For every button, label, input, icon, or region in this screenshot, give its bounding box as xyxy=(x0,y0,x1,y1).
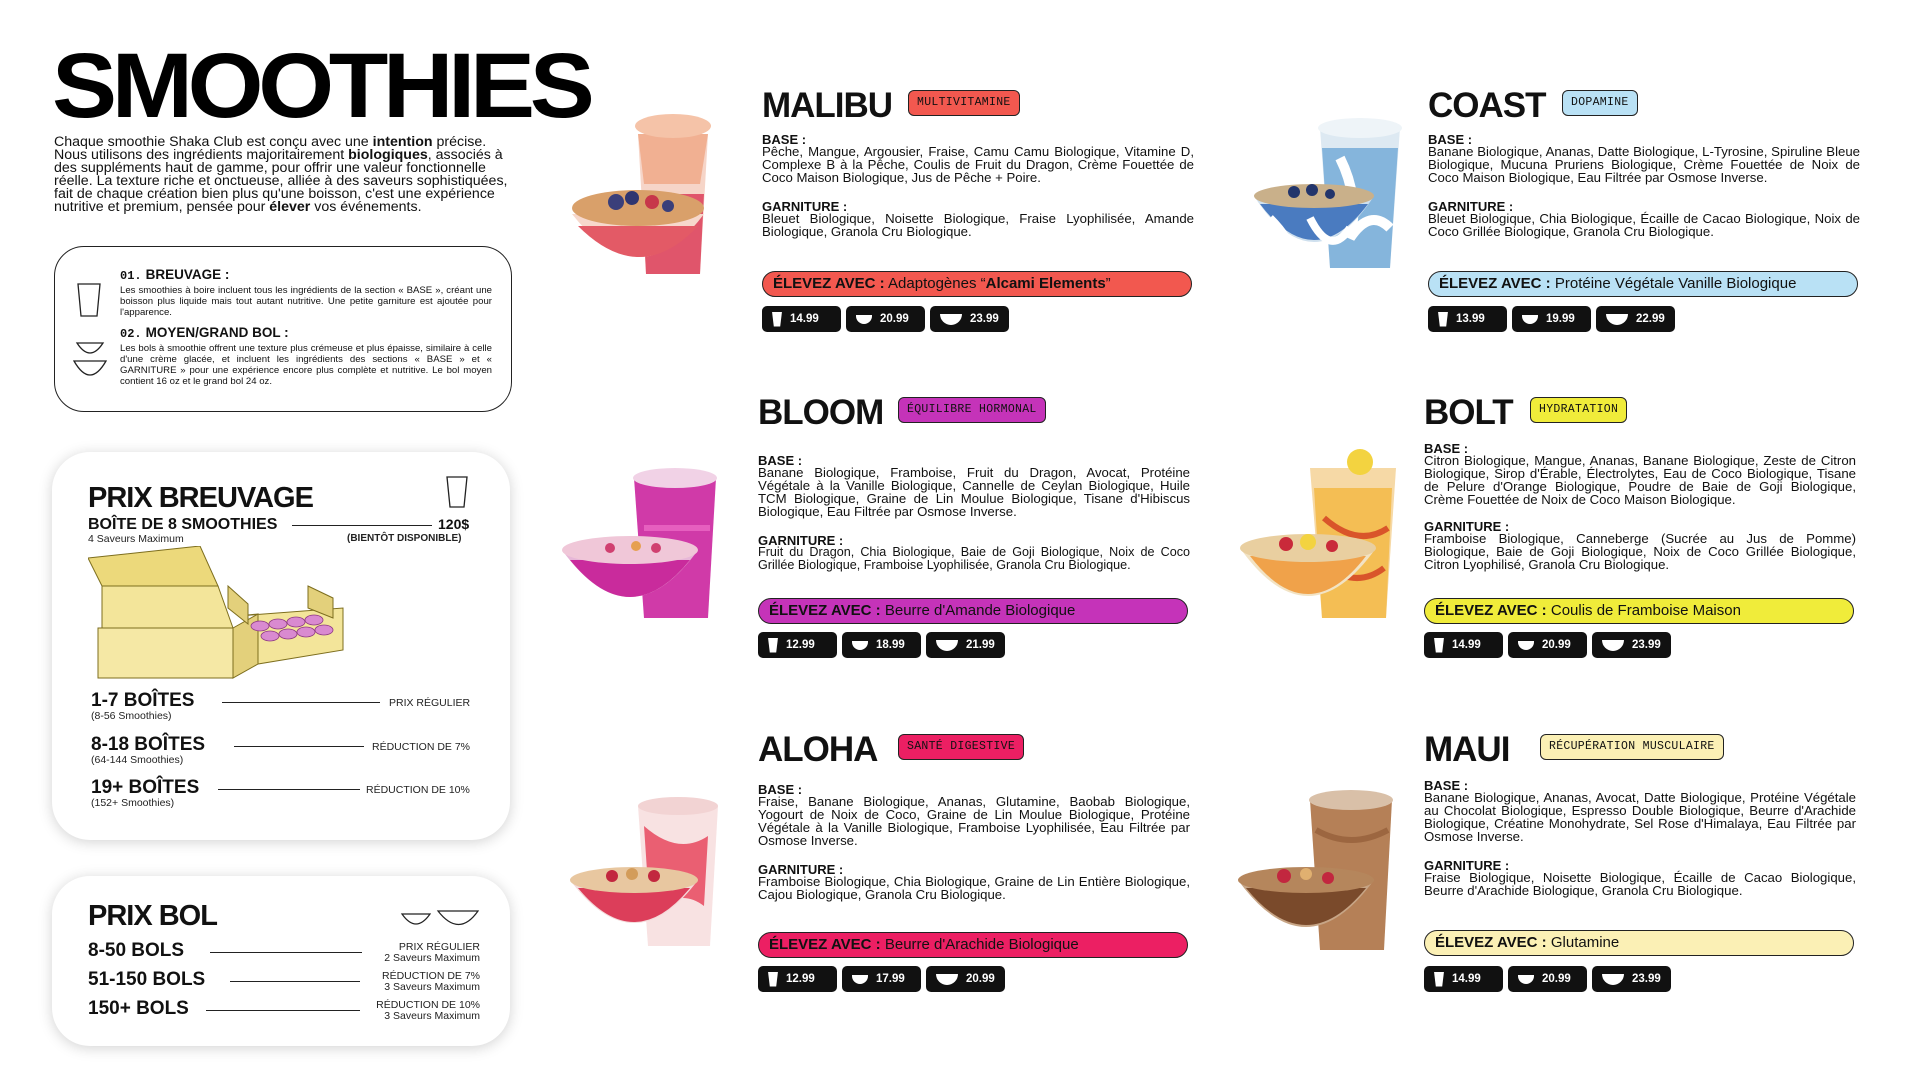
bowls-icon xyxy=(400,908,480,932)
tier-sub: (8-56 Smoothies) xyxy=(91,710,172,722)
smoothie-name: ALOHA xyxy=(758,730,878,769)
smoothie-bloom xyxy=(758,395,1198,665)
bol-tier-value: RÉDUCTION DE 7% 3 Saveurs Maximum xyxy=(381,970,480,993)
cup-icon xyxy=(446,476,468,508)
bowl-icon xyxy=(73,337,107,387)
base-text: Banane Biologique, Ananas, Avocat, Datte Biologique, Protéine Végétale au Chocolat Biologique, Espresso Double Biologique, Beurre d'Arachide Biologique, Créatine Monohydrate, Sel Rose d'Himalaya, Eau Filtrée par Osmose Inverse. xyxy=(1424,790,1856,844)
cup-icon xyxy=(1438,312,1448,327)
garniture-text: Framboise Biologique, Canneberge (Sucrée au Jus de Pomme) Biologique, Baie de Goji Biologique, Noix de Coco Grillée Biologique, Citron Lyophilisé, Granola Cru Biologique. xyxy=(1424,531,1856,572)
price-row xyxy=(762,306,1009,332)
large-bowl-icon xyxy=(1606,314,1628,325)
bowl-icon xyxy=(1518,641,1534,650)
bowl-icon xyxy=(852,641,868,650)
cup-icon xyxy=(768,972,778,987)
large-bowl-icon xyxy=(1602,640,1624,651)
bol-tier-label: 8-50 BOLS xyxy=(88,940,185,961)
smoothie-name: MAUI xyxy=(1424,730,1510,769)
price-breuvage: 12.99 xyxy=(758,966,837,992)
cup-icon xyxy=(1434,972,1444,987)
price-moyen-bol: 20.99 xyxy=(846,306,925,332)
card-title: PRIX BREUVAGE xyxy=(88,482,313,514)
bowl-icon xyxy=(856,315,872,324)
prix-breuvage-card xyxy=(52,452,510,840)
price-moyen-bol: 20.99 xyxy=(1508,632,1587,658)
smoothie-box-illustration xyxy=(88,546,358,686)
base-heading: BASE : xyxy=(1424,778,1469,793)
price-grand-bol: 21.99 xyxy=(926,632,1005,658)
benefit-tag: RÉCUPÉRATION MUSCULAIRE xyxy=(1540,734,1724,760)
price-grand-bol: 22.99 xyxy=(1596,306,1675,332)
price-moyen-bol: 18.99 xyxy=(842,632,921,658)
box-label: BOÎTE DE 8 SMOOTHIES xyxy=(88,516,278,533)
base-heading: BASE : xyxy=(762,132,807,147)
bol-tier-label: 51-150 BOLS xyxy=(88,969,206,990)
smoothie-name: COAST xyxy=(1428,86,1546,125)
legend-text-breuvage: Les smoothies à boire incluent tous les ingrédients de la section « BASE », créant une boisson plus liquide mais tout autant nutritive. Une petite garniture est ajoutée pour l'apparence. xyxy=(120,285,492,318)
price-grand-bol: 23.99 xyxy=(930,306,1009,332)
bolt-photo xyxy=(1238,448,1408,628)
smoothie-name: BLOOM xyxy=(758,393,884,432)
price-breuvage: 12.99 xyxy=(758,632,837,658)
intro-text: Chaque smoothie Shaka Club est conçu avec une intention précise. Nous utilisons des ingrédients majoritairement biologiques, associés à des suppléments haut de gamme, pour offrir une valeur fonctionnelle réelle. La texture riche et onctueuse, alliée à des saveurs sophistiquées, fait de chaque création bien plus qu'une boisson, c'est une expérience nutritive et premium, pensée pour élever vos événements. xyxy=(54,134,508,215)
bowl-icon xyxy=(1518,975,1534,984)
smoothie-aloha xyxy=(758,732,1198,992)
box-sub: 4 Saveurs Maximum xyxy=(88,533,184,545)
aloha-photo xyxy=(568,796,728,956)
legend-item-bol: 02. MOYEN/GRAND BOL : xyxy=(120,325,289,341)
benefit-tag: DOPAMINE xyxy=(1562,90,1638,116)
garniture-heading: GARNITURE : xyxy=(1424,519,1510,534)
bowl-icon xyxy=(852,975,868,984)
elevez-avec: ÉLEVEZ AVEC : Coulis de Framboise Maison xyxy=(1424,598,1854,624)
large-bowl-icon xyxy=(936,974,958,985)
price-row xyxy=(1424,966,1671,992)
price-grand-bol: 20.99 xyxy=(926,966,1005,992)
garniture-heading: GARNITURE : xyxy=(1428,199,1514,214)
malibu-photo xyxy=(568,104,728,284)
large-bowl-icon xyxy=(940,314,962,325)
tier-value: RÉDUCTION DE 7% xyxy=(372,741,471,753)
tier-label: 19+ BOÎTES xyxy=(91,777,200,798)
cup-icon xyxy=(77,283,101,317)
base-heading: BASE : xyxy=(758,453,803,468)
price-row xyxy=(758,966,1005,992)
tier-label: 8-18 BOÎTES xyxy=(91,734,206,755)
price-row xyxy=(758,632,1005,658)
elevez-avec: ÉLEVEZ AVEC : Protéine Végétale Vanille Biologique xyxy=(1428,271,1858,297)
large-bowl-icon xyxy=(936,640,958,651)
smoothie-name: MALIBU xyxy=(762,86,893,125)
garniture-text: Bleuet Biologique, Noisette Biologique, Fraise Lyophilisée, Amande Biologique, Granola Cru Biologique. xyxy=(762,211,1194,239)
base-heading: BASE : xyxy=(1428,132,1473,147)
maui-photo xyxy=(1236,790,1406,960)
garniture-heading: GARNITURE : xyxy=(1424,858,1510,873)
card-title: PRIX BOL xyxy=(88,900,217,932)
smoothie-name: BOLT xyxy=(1424,393,1513,432)
bloom-photo xyxy=(560,468,730,628)
price-row xyxy=(1424,632,1671,658)
bol-tier-value: PRIX RÉGULIER 2 Saveurs Maximum xyxy=(384,941,480,964)
price-moyen-bol: 17.99 xyxy=(842,966,921,992)
base-text: Banane Biologique, Ananas, Datte Biologique, L-Tyrosine, Spiruline Bleue Biologique, Mucuna Pruriens Biologique, Crème Fouettée de Noix de Coco Maison Biologique, Eau Filtrée par Osmose Inverse. xyxy=(1428,144,1860,185)
garniture-text: Bleuet Biologique, Chia Biologique, Écaille de Cacao Biologique, Noix de Coco Grillée Biologique, Granola Cru Biologique. xyxy=(1428,211,1860,239)
price-breuvage: 14.99 xyxy=(1424,966,1503,992)
benefit-tag: HYDRATATION xyxy=(1530,397,1627,423)
large-bowl-icon xyxy=(1602,974,1624,985)
cup-icon xyxy=(768,638,778,653)
price-moyen-bol: 19.99 xyxy=(1512,306,1591,332)
tier-sub: (152+ Smoothies) xyxy=(91,797,175,809)
price-breuvage: 14.99 xyxy=(1424,632,1503,658)
bowl-icon xyxy=(1522,315,1538,324)
base-text: Citron Biologique, Mangue, Ananas, Banane Biologique, Zeste de Citron Biologique, Sirop d'Érable, Électrolytes, Eau de Coco Biologique, Tisane de Pelure d'Orange Biologique, Poudre de Baie de Goji Biologique, Crème Fouettée de Noix de Coco Maison Biologique. xyxy=(1424,453,1856,507)
garniture-heading: GARNITURE : xyxy=(758,862,844,877)
price-grand-bol: 23.99 xyxy=(1592,632,1671,658)
price-breuvage: 14.99 xyxy=(762,306,841,332)
elevez-avec: ÉLEVEZ AVEC : Adaptogènes “Alcami Elements” xyxy=(762,271,1192,297)
format-legend xyxy=(54,246,512,412)
elevez-avec: ÉLEVEZ AVEC : Glutamine xyxy=(1424,930,1854,956)
smoothie-bolt xyxy=(1424,395,1864,665)
base-heading: BASE : xyxy=(1424,441,1469,456)
smoothie-coast xyxy=(1428,88,1868,338)
bol-tier-label: 150+ BOLS xyxy=(88,998,189,1019)
base-text: Fraise, Banane Biologique, Ananas, Glutamine, Baobab Biologique, Yogourt de Noix de Coco, Graine de Lin Moulue Biologique, Protéine Végétale à la Vanille Biologique, Framboise Lyophilisée, Eau Filtrée par Osmose Inverse. xyxy=(758,794,1190,848)
legend-text-bol: Les bols à smoothie offrent une texture plus crémeuse et plus épaisse, similaire à celle d'une crème glacée, et incluent les ingrédients des sections « BASE » et « GARNITURE » pour une expérience encore plus complète et nutritive. Le bol moyen contient 16 oz et le grand bol 24 oz. xyxy=(120,343,492,387)
cup-icon xyxy=(772,312,782,327)
elevez-avec: ÉLEVEZ AVEC : Beurre d'Arachide Biologique xyxy=(758,932,1188,958)
box-note: (BIENTÔT DISPONIBLE) xyxy=(347,533,462,544)
tier-value: RÉDUCTION DE 10% xyxy=(366,784,470,796)
garniture-text: Framboise Biologique, Chia Biologique, Graine de Lin Entière Biologique, Cajou Biologique, Granola Cru Biologique. xyxy=(758,874,1190,902)
price-grand-bol: 23.99 xyxy=(1592,966,1671,992)
price-moyen-bol: 20.99 xyxy=(1508,966,1587,992)
elevez-avec: ÉLEVEZ AVEC : Beurre d'Amande Biologique xyxy=(758,598,1188,624)
box-price: 120$ xyxy=(438,516,470,532)
smoothie-maui xyxy=(1424,732,1864,992)
price-row xyxy=(1428,306,1675,332)
tier-sub: (64-144 Smoothies) xyxy=(91,754,184,766)
prix-bol-card xyxy=(52,876,510,1046)
garniture-text: Fraise Biologique, Noisette Biologique, Écaille de Cacao Biologique, Beurre d'Arachide Biologique, Granola Cru Biologique. xyxy=(1424,870,1856,898)
tier-value: PRIX RÉGULIER xyxy=(389,697,471,709)
legend-item-breuvage: 01. BREUVAGE : xyxy=(120,267,230,283)
garniture-heading: GARNITURE : xyxy=(762,199,848,214)
benefit-tag: ÉQUILIBRE HORMONAL xyxy=(898,397,1046,423)
base-heading: BASE : xyxy=(758,782,803,797)
page-title: SMOOTHIES xyxy=(52,35,590,137)
benefit-tag: SANTÉ DIGESTIVE xyxy=(898,734,1024,760)
garniture-text: Fruit du Dragon, Chia Biologique, Baie de Goji Biologique, Noix de Coco Grillée Biologique, Framboise Lyophilisée, Granola Cru Biologique. xyxy=(758,545,1190,572)
garniture-heading: GARNITURE : xyxy=(758,533,844,548)
bol-tier-value: RÉDUCTION DE 10% 3 Saveurs Maximum xyxy=(376,999,480,1022)
base-text: Pêche, Mangue, Argousier, Fraise, Camu Camu Biologique, Vitamine D, Complexe B à la Pêche, Coulis de Fruit du Dragon, Crème Fouettée de Coco Maison Biologique, Jus de Pêche + Poire. xyxy=(762,144,1194,185)
price-breuvage: 13.99 xyxy=(1428,306,1507,332)
smoothie-malibu xyxy=(762,88,1202,338)
base-text: Banane Biologique, Framboise, Fruit du Dragon, Avocat, Protéine Végétale à la Vanille Biologique, Cannelle de Ceylan Biologique, Huile TCM Biologique, Graine de Lin Moulue Biologique, Tisane d'Hibiscus Biologique, Eau Filtrée par Osmose Inverse. xyxy=(758,465,1190,519)
benefit-tag: MULTIVITAMINE xyxy=(908,90,1020,116)
coast-photo xyxy=(1250,118,1410,278)
cup-icon xyxy=(1434,638,1444,653)
tier-label: 1-7 BOÎTES xyxy=(91,690,195,711)
